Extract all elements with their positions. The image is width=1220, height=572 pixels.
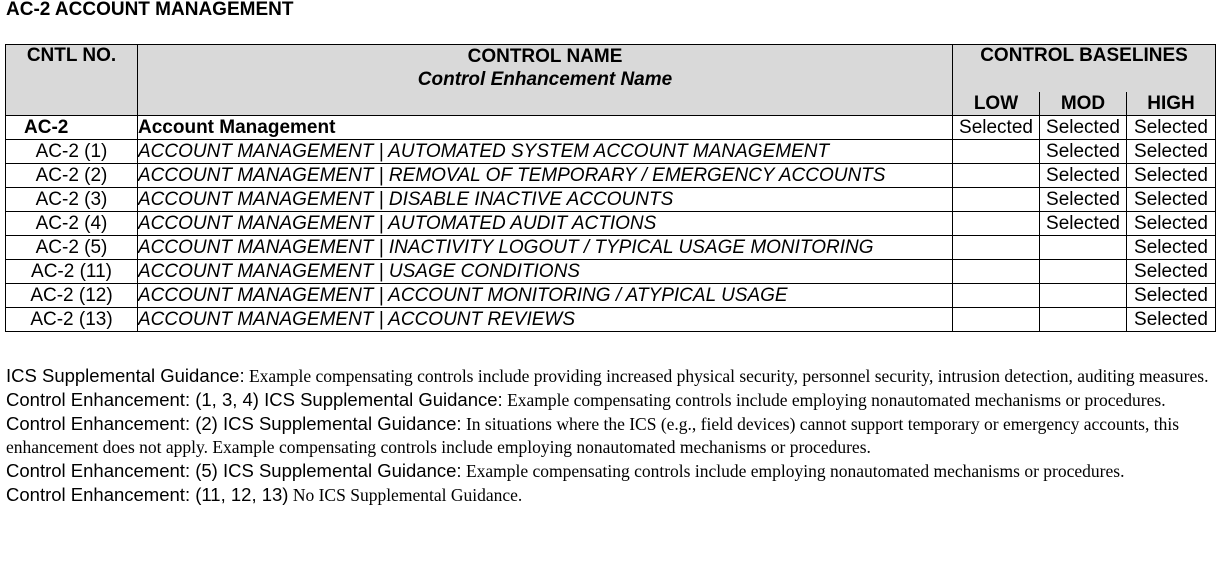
table-header-row — [6, 45, 1216, 93]
guidance-paragraph — [6, 459, 1218, 483]
control-number-cell: AC-2 — [6, 116, 138, 140]
header-control-name — [138, 45, 953, 116]
control-name-cell: ACCOUNT MANAGEMENT | ACCOUNT REVIEWS — [138, 308, 953, 332]
baseline-mod-cell — [1040, 236, 1127, 260]
baseline-low-cell — [953, 284, 1040, 308]
table-row — [6, 284, 1216, 308]
control-name-cell: ACCOUNT MANAGEMENT | AUTOMATED SYSTEM ACCOUNT MANAGEMENT — [138, 140, 953, 164]
baseline-mod-cell: Selected — [1040, 140, 1127, 164]
table-body — [6, 116, 1216, 332]
table-row — [6, 308, 1216, 332]
section-title: AC-2 ACCOUNT MANAGEMENT — [6, 0, 294, 20]
control-name-cell: ACCOUNT MANAGEMENT | AUTOMATED AUDIT ACTIONS — [138, 212, 953, 236]
guidance-text: Example compensating controls include providing increased physical security, personnel security, intrusion detection, auditing measures. — [244, 366, 1209, 386]
baseline-mod-cell — [1040, 284, 1127, 308]
guidance-label: Control Enhancement: (11, 12, 13) — [6, 484, 289, 505]
guidance-label: Control Enhancement: (1, 3, 4) ICS Supplemental Guidance: — [6, 389, 503, 410]
guidance-paragraph — [6, 388, 1218, 412]
control-number-cell: AC-2 (2) — [6, 164, 138, 188]
header-mod: MOD — [1040, 92, 1127, 116]
guidance-paragraph — [6, 364, 1218, 388]
table-row — [6, 236, 1216, 260]
header-cntl-no: CNTL NO. — [6, 45, 138, 116]
baseline-low-cell: Selected — [953, 116, 1040, 140]
header-low: LOW — [953, 92, 1040, 116]
baseline-low-cell — [953, 164, 1040, 188]
baseline-mod-cell: Selected — [1040, 164, 1127, 188]
guidance-paragraph — [6, 412, 1218, 459]
table-row — [6, 164, 1216, 188]
baseline-mod-cell: Selected — [1040, 116, 1127, 140]
baseline-high-cell: Selected — [1127, 236, 1216, 260]
baseline-mod-cell — [1040, 260, 1127, 284]
baseline-low-cell — [953, 140, 1040, 164]
table-row — [6, 260, 1216, 284]
control-number-cell: AC-2 (1) — [6, 140, 138, 164]
header-control-baselines: CONTROL BASELINES — [953, 45, 1216, 93]
guidance-text: Example compensating controls include employing nonautomated mechanisms or procedures. — [461, 461, 1125, 481]
baseline-high-cell: Selected — [1127, 188, 1216, 212]
guidance-label: ICS Supplemental Guidance: — [6, 365, 245, 386]
baseline-low-cell — [953, 236, 1040, 260]
control-name-cell: ACCOUNT MANAGEMENT | INACTIVITY LOGOUT / TYPICAL USAGE MONITORING — [138, 236, 953, 260]
table-row — [6, 116, 1216, 140]
guidance-text: Example compensating controls include employing nonautomated mechanisms or procedures. — [502, 390, 1166, 410]
header-control-name-label: CONTROL NAME — [467, 46, 623, 67]
baseline-mod-cell: Selected — [1040, 212, 1127, 236]
baseline-mod-cell — [1040, 308, 1127, 332]
baseline-high-cell: Selected — [1127, 140, 1216, 164]
baseline-high-cell: Selected — [1127, 212, 1216, 236]
control-name-cell: ACCOUNT MANAGEMENT | ACCOUNT MONITORING / ATYPICAL USAGE — [138, 284, 953, 308]
control-number-cell: AC-2 (13) — [6, 308, 138, 332]
baseline-low-cell — [953, 260, 1040, 284]
table-row — [6, 212, 1216, 236]
control-number-cell: AC-2 (4) — [6, 212, 138, 236]
baseline-mod-cell: Selected — [1040, 188, 1127, 212]
header-enhancement-name-label: Control Enhancement Name — [417, 69, 673, 90]
baseline-low-cell — [953, 308, 1040, 332]
baseline-low-cell — [953, 188, 1040, 212]
control-table — [5, 44, 1216, 332]
table-row — [6, 188, 1216, 212]
guidance-label: Control Enhancement: (5) ICS Supplemental Guidance: — [6, 460, 462, 481]
control-name-cell: Account Management — [138, 116, 953, 140]
control-number-cell: AC-2 (5) — [6, 236, 138, 260]
baseline-high-cell: Selected — [1127, 260, 1216, 284]
control-number-cell: AC-2 (11) — [6, 260, 138, 284]
header-high: HIGH — [1127, 92, 1216, 116]
baseline-high-cell: Selected — [1127, 116, 1216, 140]
baseline-high-cell: Selected — [1127, 164, 1216, 188]
control-number-cell: AC-2 (3) — [6, 188, 138, 212]
baseline-high-cell: Selected — [1127, 284, 1216, 308]
guidance-paragraph — [6, 483, 1218, 507]
control-number-cell: AC-2 (12) — [6, 284, 138, 308]
supplemental-guidance — [6, 364, 1218, 507]
guidance-label: Control Enhancement: (2) ICS Supplemental Guidance: — [6, 413, 462, 434]
baseline-low-cell — [953, 212, 1040, 236]
table-row — [6, 140, 1216, 164]
guidance-text: In situations where the ICS (e.g., field devices) cannot support temporary or emergency accounts, this enhancement does not apply. Example compensating controls include employing nonautomated mechanisms or procedures. — [6, 414, 1180, 457]
control-name-cell: ACCOUNT MANAGEMENT | REMOVAL OF TEMPORARY / EMERGENCY ACCOUNTS — [138, 164, 953, 188]
guidance-text: No ICS Supplemental Guidance. — [288, 485, 523, 505]
control-name-cell: ACCOUNT MANAGEMENT | USAGE CONDITIONS — [138, 260, 953, 284]
baseline-high-cell: Selected — [1127, 308, 1216, 332]
control-name-cell: ACCOUNT MANAGEMENT | DISABLE INACTIVE ACCOUNTS — [138, 188, 953, 212]
